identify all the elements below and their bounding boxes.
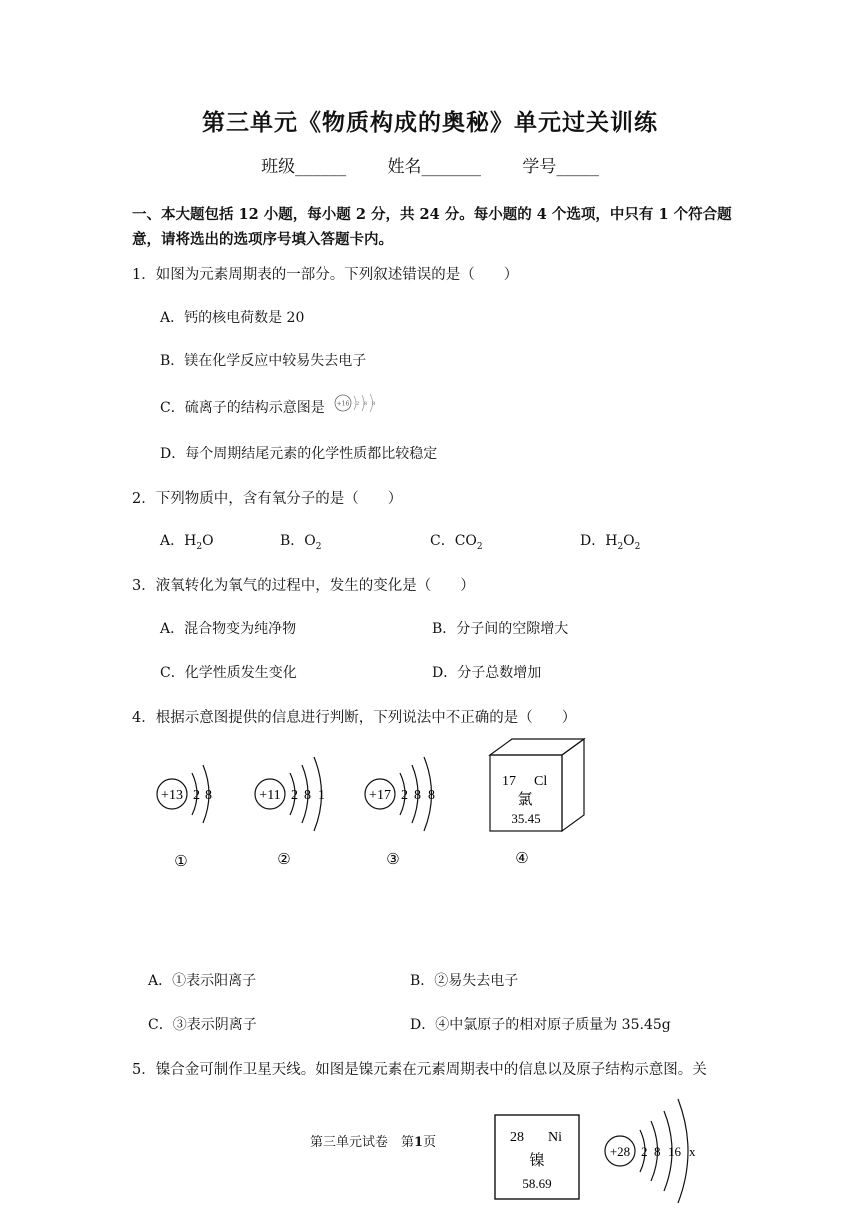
atom-1-shell-1: 2 [193, 788, 200, 803]
sulfur-nucleus-label: +16 [336, 400, 350, 408]
cl-symbol: Cl [534, 774, 548, 789]
ni-shell-3: 16 [668, 1144, 681, 1159]
q2-option-b: B．$O_2$ [280, 533, 322, 552]
page-footer: 第三单元试卷 第1页 [310, 1135, 437, 1150]
q4-option-a: A．①表示阳离子 [148, 973, 257, 989]
section-instruction-line2: 意，请将选出的选项序号填入答题卡内。 [132, 231, 393, 248]
ni-mass: 58.69 [522, 1176, 552, 1191]
class-field: 班级______ [261, 157, 347, 177]
atom-diagram-1 [157, 765, 212, 870]
student-info [0, 152, 860, 177]
sulfur-shell-1: 2 [356, 401, 360, 407]
ni-atomic-number: 28 [510, 1130, 524, 1145]
ni-shell-4: x [689, 1144, 696, 1159]
atom-diagram-2 [255, 757, 325, 868]
cl-name: 氯 [517, 792, 533, 808]
atom-2-label: ② [277, 852, 291, 868]
atom-2-nucleus: +11 [259, 788, 281, 803]
chlorine-element-cube [490, 739, 584, 867]
atom-3-shell-1: 2 [401, 788, 408, 803]
ni-name: 镍 [529, 1153, 545, 1169]
cube-label: ④ [515, 851, 529, 867]
q1-option-c-text: C．硫离子的结构示意图是 [160, 400, 325, 416]
q1-option-a: A．钙的核电荷数是 20 [160, 310, 305, 326]
atom-2-shell-1: 2 [291, 788, 298, 803]
cl-mass: 35.45 [511, 811, 541, 826]
q2-option-c: C．$CO_2$ [430, 533, 483, 552]
q1-stem: 1．如图为元素周期表的一部分。下列叙述错误的是（ ） [132, 267, 519, 283]
q4-figure [150, 735, 600, 875]
sulfur-shell-2: 8 [364, 401, 368, 407]
atom-diagram-3 [365, 757, 435, 868]
atom-1-nucleus: +13 [161, 788, 183, 803]
q3-option-d: D．分子总数增加 [432, 665, 542, 681]
atom-3-nucleus: +17 [369, 788, 391, 803]
q1-option-c [160, 397, 325, 417]
q4-option-b: B．②易失去电子 [410, 973, 519, 989]
q4-stem: 4．根据示意图提供的信息进行判断，下列说法中不正确的是（ ） [132, 710, 577, 726]
nickel-element-cell [495, 1115, 579, 1199]
q3-option-b: B．分子间的空隙增大 [432, 621, 569, 637]
q3-option-a: A．混合物变为纯净物 [160, 621, 297, 637]
ni-shell-1: 2 [641, 1144, 648, 1159]
nickel-atom-diagram [605, 1099, 696, 1203]
q4-option-c: C．③表示阴离子 [148, 1017, 257, 1033]
atom-2-shell-2: 8 [304, 788, 311, 803]
sulfur-ion-diagram [333, 392, 385, 414]
q1-option-d: D．每个周期结尾元素的化学性质都比较稳定 [160, 446, 438, 462]
cl-atomic-number: 17 [502, 774, 516, 789]
q5-stem: 5．镍合金可制作卫星天线。如图是镍元素在元素周期表中的信息以及原子结构示意图。关 [132, 1062, 707, 1078]
q2-option-d: D．$H_2O_2$ [580, 533, 641, 552]
q5-figure [490, 1085, 710, 1210]
page-title: 第三单元《物质构成的奥秘》单元过关训练 [202, 109, 658, 136]
atom-2-shell-3: 1 [318, 788, 325, 803]
q3-option-c: C．化学性质发生变化 [160, 665, 297, 681]
name-field: 姓名_______ [387, 157, 481, 177]
q4-option-d: D．④中氯原子的相对原子质量为 35.45g [410, 1017, 671, 1033]
sulfur-shell-3: 8 [372, 401, 376, 407]
q2-stem: 2．下列物质中，含有氧分子的是（ ） [132, 491, 403, 507]
atom-3-shell-2: 8 [414, 788, 421, 803]
atom-3-shell-3: 8 [428, 788, 435, 803]
atom-3-label: ③ [386, 852, 400, 868]
atom-1-label: ① [174, 854, 188, 870]
q3-stem: 3．液氧转化为氧气的过程中，发生的变化是（ ） [132, 578, 475, 594]
atom-1-shell-2: 8 [205, 788, 212, 803]
ni-nucleus: +28 [609, 1144, 631, 1159]
section-instruction-line1: 一、本大题包括 12 小题，每小题 2 分，共 24 分。每小题的 4 个选项，中只有 1 个符合题 [132, 206, 732, 223]
q2-option-a: A．$H_2O$ [160, 533, 214, 552]
ni-symbol: Ni [548, 1130, 562, 1145]
q1-option-b: B．镁在化学反应中较易失去电子 [160, 353, 367, 369]
id-field: 学号_____ [522, 157, 599, 177]
ni-shell-2: 8 [654, 1144, 661, 1159]
